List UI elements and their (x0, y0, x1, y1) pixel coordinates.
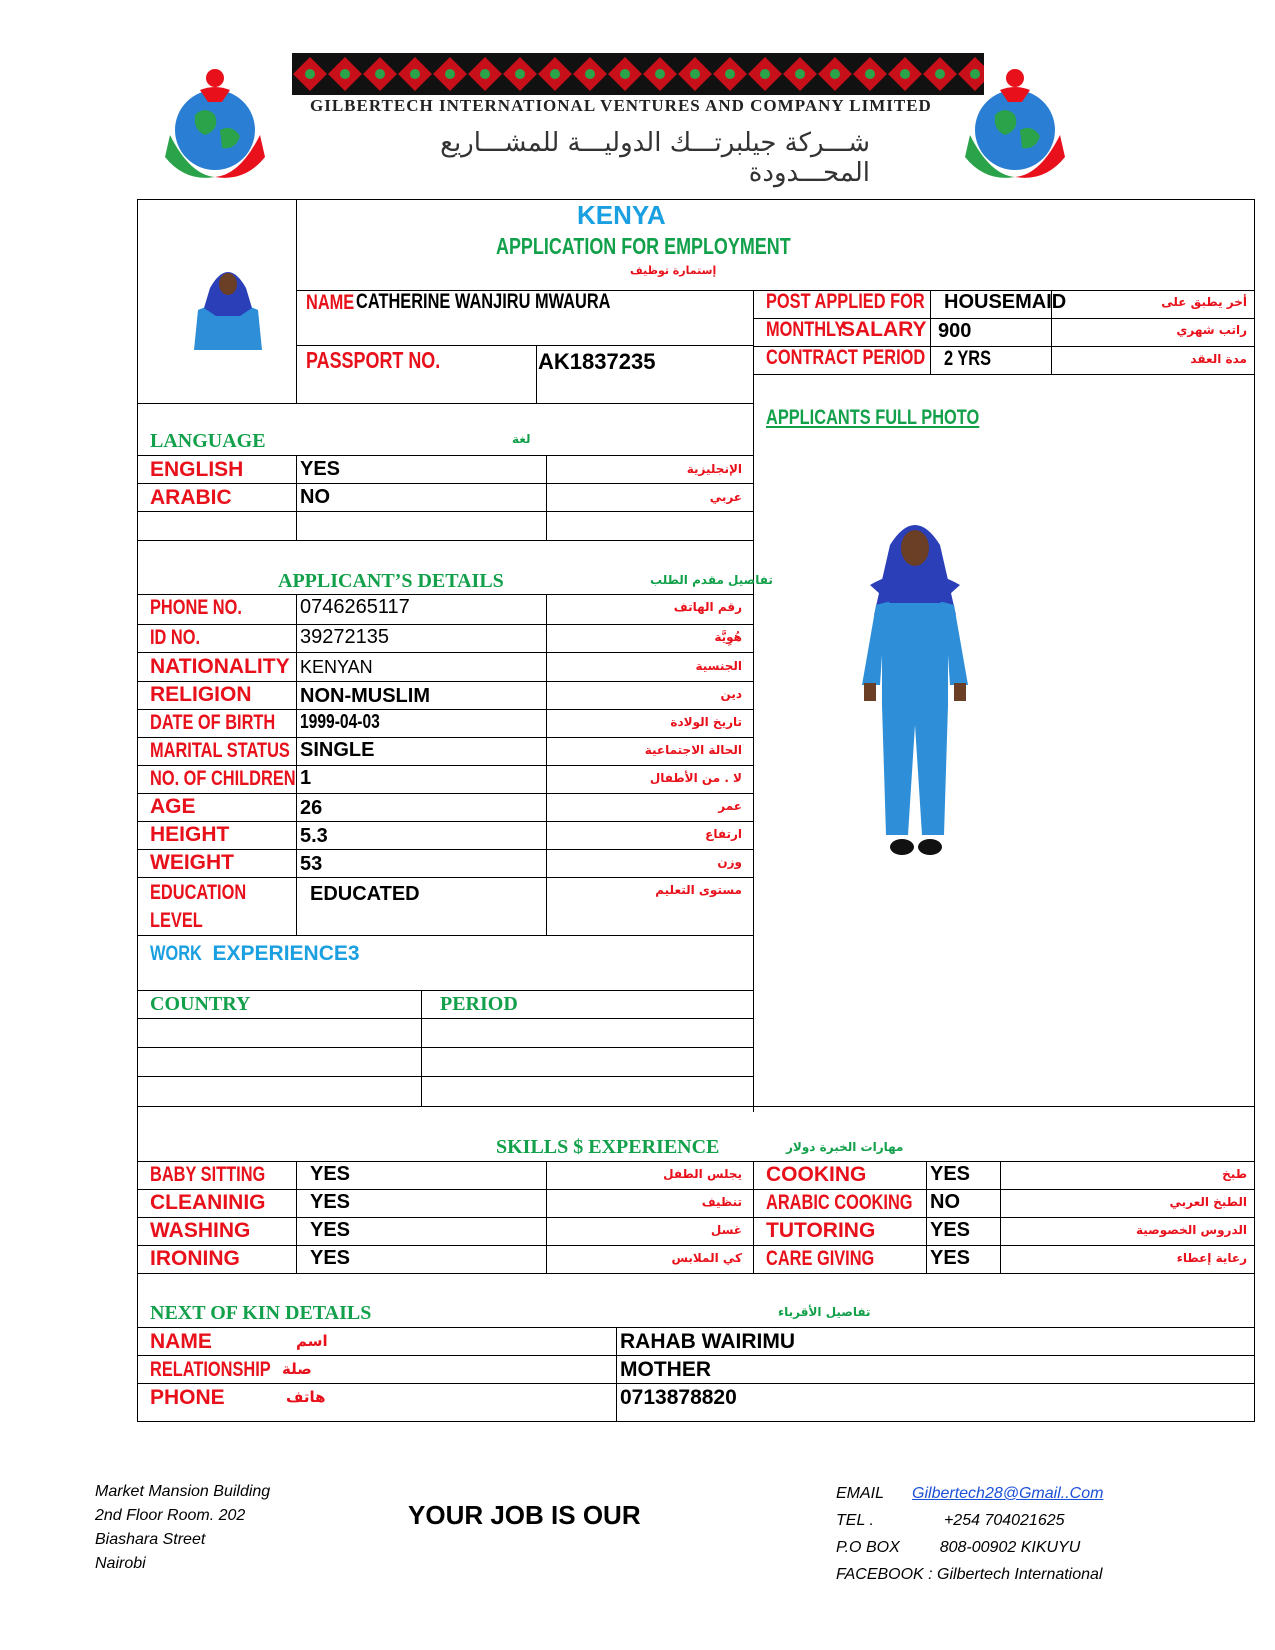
full-photo-label: APPLICANTS FULL PHOTO (766, 406, 980, 429)
country-title: KENYA (577, 200, 666, 230)
details-heading: APPLICANT’S DETAILS (278, 570, 504, 592)
detail-arabic: تاريخ الولادة (670, 715, 742, 729)
name-label: NAME (306, 291, 355, 314)
header-pattern-banner (292, 53, 984, 95)
skill-arabic: غسل (710, 1223, 742, 1237)
contract-arabic: مدة العقد (1190, 352, 1247, 366)
skill-arabic: الدروس الخصوصية (1135, 1223, 1247, 1237)
name-value: CATHERINE WANJIRU MWAURA (356, 290, 611, 313)
skill-label: ARABIC COOKING (766, 1191, 913, 1214)
email-link[interactable]: Gilbertech28@Gmail..Com (912, 1485, 1104, 1502)
passport-value: AK1837235 (538, 349, 656, 374)
skill-value: YES (930, 1163, 971, 1185)
passport-label: PASSPORT NO. (306, 347, 441, 373)
work-heading: WORK EXPERIENCE3 (150, 942, 360, 965)
skill-label: WASHING (150, 1219, 251, 1242)
form-title-arabic: إستمارة توظيف (630, 264, 717, 277)
detail-label-line2: LEVEL (150, 909, 203, 932)
skill-arabic: طبخ (1222, 1167, 1247, 1181)
detail-value: 1 (300, 767, 312, 789)
footer-slogan: YOUR JOB IS OUR (408, 1500, 641, 1530)
detail-label: EDUCATION (150, 881, 247, 904)
work-col-period: PERIOD (440, 993, 518, 1015)
detail-label: WEIGHT (150, 851, 234, 874)
detail-arabic: ارتفاع (705, 827, 742, 841)
kin-value: 0713878820 (620, 1386, 737, 1409)
contract-label: CONTRACT PERIOD (766, 346, 926, 369)
salary-label-b: SALARY (841, 318, 927, 341)
kin-heading-arabic: تفاصيل الأقرباء (778, 1305, 871, 1319)
kin-label: RELATIONSHIP (150, 1358, 271, 1381)
language-label: ENGLISH (150, 458, 244, 481)
footer-address (95, 1480, 270, 1576)
detail-value: 0746265117 (300, 596, 410, 618)
language-heading: LANGUAGE (150, 430, 266, 452)
language-arabic: الإنجليزية (686, 462, 742, 476)
address-line: Market Mansion Building (95, 1483, 271, 1500)
skill-label: CARE GIVING (766, 1247, 875, 1270)
detail-label: RELIGION (150, 683, 252, 706)
language-arabic: عربي (709, 490, 742, 504)
skill-value: YES (310, 1219, 351, 1241)
language-value: YES (300, 458, 341, 480)
work-col-country: COUNTRY (150, 993, 251, 1015)
detail-label: NO. OF CHILDREN (150, 767, 296, 790)
language-heading-arabic: لغة (512, 432, 531, 446)
salary-label: MONTHLY (766, 318, 846, 341)
detail-value: SINGLE (300, 739, 375, 761)
detail-arabic: هُوِيَّة (714, 630, 742, 644)
kin-heading: NEXT OF KIN DETAILS (150, 1302, 372, 1324)
contract-value: 2 YRS (944, 347, 992, 370)
detail-arabic: الجنسية (695, 659, 742, 673)
email-label: EMAIL (836, 1485, 885, 1502)
pobox-value: 808-00902 KIKUYU (939, 1539, 1081, 1556)
facebook-line: FACEBOOK : Gilbertech International (836, 1566, 1103, 1583)
kin-label: PHONE (150, 1386, 225, 1409)
detail-value: KENYAN (300, 657, 373, 677)
kin-value: RAHAB WAIRIMU (620, 1330, 795, 1353)
pobox-label: P.O BOX (836, 1539, 900, 1556)
detail-arabic: الحالة الاجتماعية (644, 743, 742, 757)
skill-label: COOKING (766, 1163, 867, 1186)
detail-arabic: مستوى التعليم (655, 883, 742, 897)
detail-value: 1999-04-03 (300, 711, 380, 733)
skill-value: YES (310, 1247, 351, 1269)
detail-label: MARITAL STATUS (150, 739, 290, 762)
skill-arabic: رعاية إعطاء (1176, 1251, 1247, 1265)
person-full-photo (850, 515, 980, 870)
skill-value: YES (310, 1163, 351, 1185)
skill-arabic: تنظيف (701, 1195, 742, 1209)
person-photo (188, 258, 268, 350)
kin-value: MOTHER (620, 1358, 711, 1381)
skill-value: NO (930, 1191, 960, 1213)
detail-value: 5.3 (300, 825, 328, 847)
skill-label: BABY SITTING (150, 1163, 266, 1186)
kin-label: NAME (150, 1330, 212, 1353)
skills-heading-arabic: مهارات الخبرة دولار (786, 1140, 904, 1154)
skill-label: IRONING (150, 1247, 240, 1270)
skill-arabic: الطبخ العربي (1169, 1195, 1247, 1209)
detail-arabic: رقم الهاتف (673, 600, 742, 614)
skill-label: CLEANINIG (150, 1191, 266, 1214)
address-line: Biashara Street (95, 1531, 206, 1548)
tel-value: +254 704021625 (943, 1512, 1065, 1529)
kin-arabic: اسم (296, 1332, 328, 1350)
language-value: NO (300, 486, 330, 508)
detail-value: 26 (300, 797, 323, 819)
company-name: GILBERTECH INTERNATIONAL VENTURES AND COMPANY LIMITED (310, 96, 932, 115)
skills-heading: SKILLS $ EXPERIENCE (496, 1136, 720, 1158)
salary-value: 900 (938, 320, 972, 342)
kin-arabic: صلة (282, 1360, 312, 1378)
detail-label: ID NO. (150, 626, 201, 649)
detail-value: EDUCATED (310, 883, 420, 905)
skill-arabic: كي الملابس (671, 1251, 742, 1265)
skill-value: YES (310, 1191, 351, 1213)
footer-contacts (836, 1480, 1103, 1588)
detail-label: NATIONALITY (150, 655, 290, 678)
detail-label: HEIGHT (150, 823, 230, 846)
skill-value: YES (930, 1219, 971, 1241)
skill-value: YES (930, 1247, 971, 1269)
detail-arabic: عمر (718, 799, 742, 813)
language-label: ARABIC (150, 486, 232, 509)
address-line: 2nd Floor Room. 202 (95, 1507, 246, 1524)
details-heading-arabic: تفاصيل مقدم الطلب (650, 573, 773, 587)
salary-arabic: راتب شهري (1176, 323, 1247, 337)
detail-value: NON-MUSLIM (300, 685, 430, 707)
address-line: Nairobi (95, 1555, 146, 1572)
detail-label: DATE OF BIRTH (150, 711, 276, 734)
post-arabic: أخر يطبق على (1161, 295, 1247, 309)
post-value: HOUSEMAID (944, 291, 1067, 313)
skill-label: TUTORING (766, 1219, 876, 1242)
kin-arabic: هاتف (286, 1388, 326, 1406)
detail-label: AGE (150, 795, 196, 818)
detail-value: 39272135 (300, 626, 389, 648)
form-title: APPLICATION FOR EMPLOYMENT (496, 233, 791, 259)
detail-arabic: لا . من الأطفال (649, 771, 742, 785)
tel-label: TEL . (836, 1512, 874, 1529)
detail-arabic: دين (720, 687, 742, 701)
post-label: POST APPLIED FOR (766, 290, 925, 313)
detail-label: PHONE NO. (150, 596, 242, 619)
company-name-arabic: شـــركة جيلبرتـــك الدوليـــة للمشـــاريع المحـــدودة (440, 128, 870, 188)
skill-arabic: يجلس الطفل (663, 1167, 742, 1181)
detail-arabic: وزن (717, 855, 742, 869)
detail-value: 53 (300, 853, 323, 875)
globe-logo-icon (150, 60, 280, 190)
